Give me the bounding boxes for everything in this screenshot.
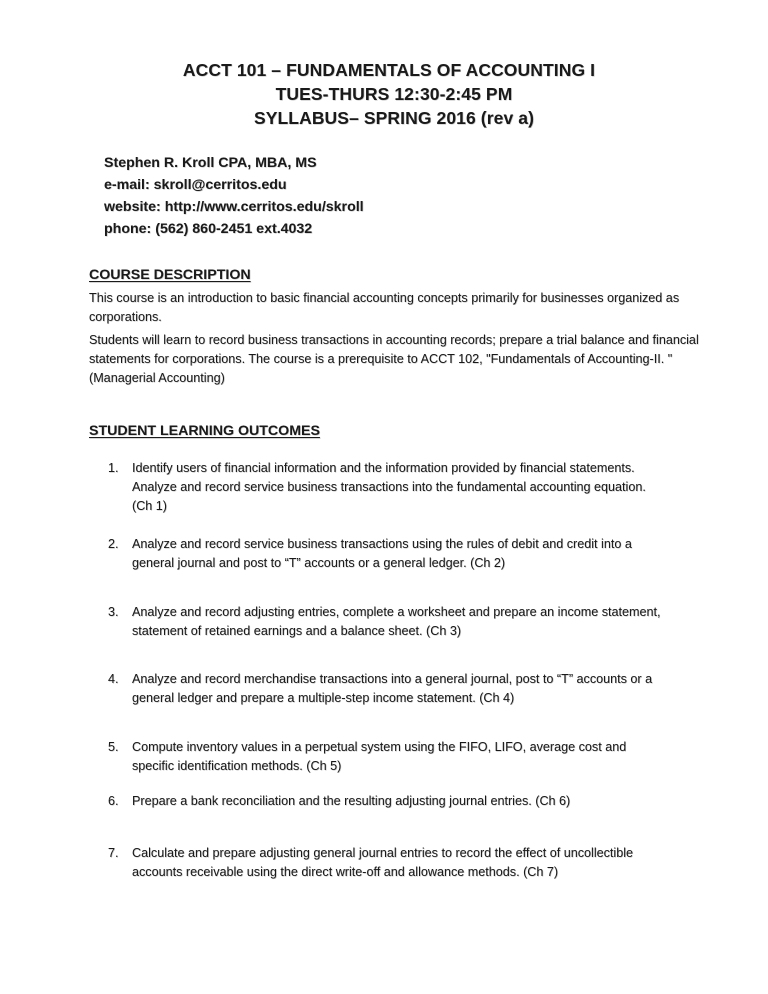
list-item	[108, 603, 668, 641]
list-item-number: 5.	[108, 740, 119, 754]
list-item-text: Analyze and record service business transactions using the rules of debit and credit into a general journal and post to “T” accounts or a general ledger. (Ch 2)	[132, 537, 632, 570]
list-item-text: Prepare a bank reconciliation and the resulting adjusting journal entries. (Ch 6)	[132, 794, 571, 808]
document-title	[0, 58, 768, 130]
list-item-number: 4.	[108, 672, 119, 686]
list-item-number: 7.	[108, 846, 119, 860]
course-description-paragraph: This course is an introduction to basic financial accounting concepts primarily for businesses organized as corporations.	[89, 291, 680, 324]
list-item-number: 3.	[108, 605, 119, 619]
course-description-heading: COURSE DESCRIPTION	[89, 267, 251, 283]
instructor-name: Stephen R. Kroll CPA, MBA, MS	[104, 155, 317, 171]
list-item-text: Analyze and record adjusting entries, complete a worksheet and prepare an income statement, statement of retained earnings and a balance sheet. (Ch 3)	[132, 605, 661, 638]
learning-outcomes-heading: STUDENT LEARNING OUTCOMES	[89, 423, 320, 439]
list-item	[108, 792, 668, 811]
list-item-text: Calculate and prepare adjusting general journal entries to record the effect of uncollectible accounts receivable using the direct write-off and allowance methods. (Ch 7)	[132, 846, 634, 879]
list-item-text: Compute inventory values in a perpetual system using the FIFO, LIFO, average cost and specific identification methods. (Ch 5)	[132, 740, 627, 773]
instructor-phone: phone: (562) 860-2451 ext.4032	[104, 221, 313, 237]
list-item	[108, 844, 668, 882]
class-schedule: TUES-THURS 12:30-2:45 PM	[275, 84, 513, 104]
course-description-paragraph: Students will learn to record business transactions in accounting records; prepare a trial balance and financial statements for corporations. The course is a prerequisite to ACCT 102, "Fundamentals of Accounting-II. "(Managerial Accounting)	[89, 333, 699, 385]
list-item-number: 2.	[108, 537, 119, 551]
list-item-text: Analyze and record merchandise transactions into a general journal, post to “T” accounts or a general ledger and prepare a multiple-step income statement. (Ch 4)	[132, 672, 653, 705]
instructor-website: website: http://www.cerritos.edu/skroll	[104, 199, 364, 215]
instructor-email: e-mail: skroll@cerritos.edu	[104, 177, 287, 193]
instructor-contact	[104, 152, 364, 240]
list-item-text: Identify users of financial information and the information provided by financial statements. Analyze and record service business transactions into the fundamental accounting equation. (Ch 1)	[132, 461, 646, 513]
course-title: ACCT 101 – FUNDAMENTALS OF ACCOUNTING I	[182, 60, 596, 80]
list-item	[108, 535, 668, 573]
list-item	[108, 459, 668, 516]
list-item	[108, 670, 668, 708]
list-item-number: 6.	[108, 794, 119, 808]
list-item-number: 1.	[108, 461, 119, 475]
list-item	[108, 738, 668, 776]
syllabus-term: SYLLABUS– SPRING 2016 (rev a)	[253, 108, 535, 128]
